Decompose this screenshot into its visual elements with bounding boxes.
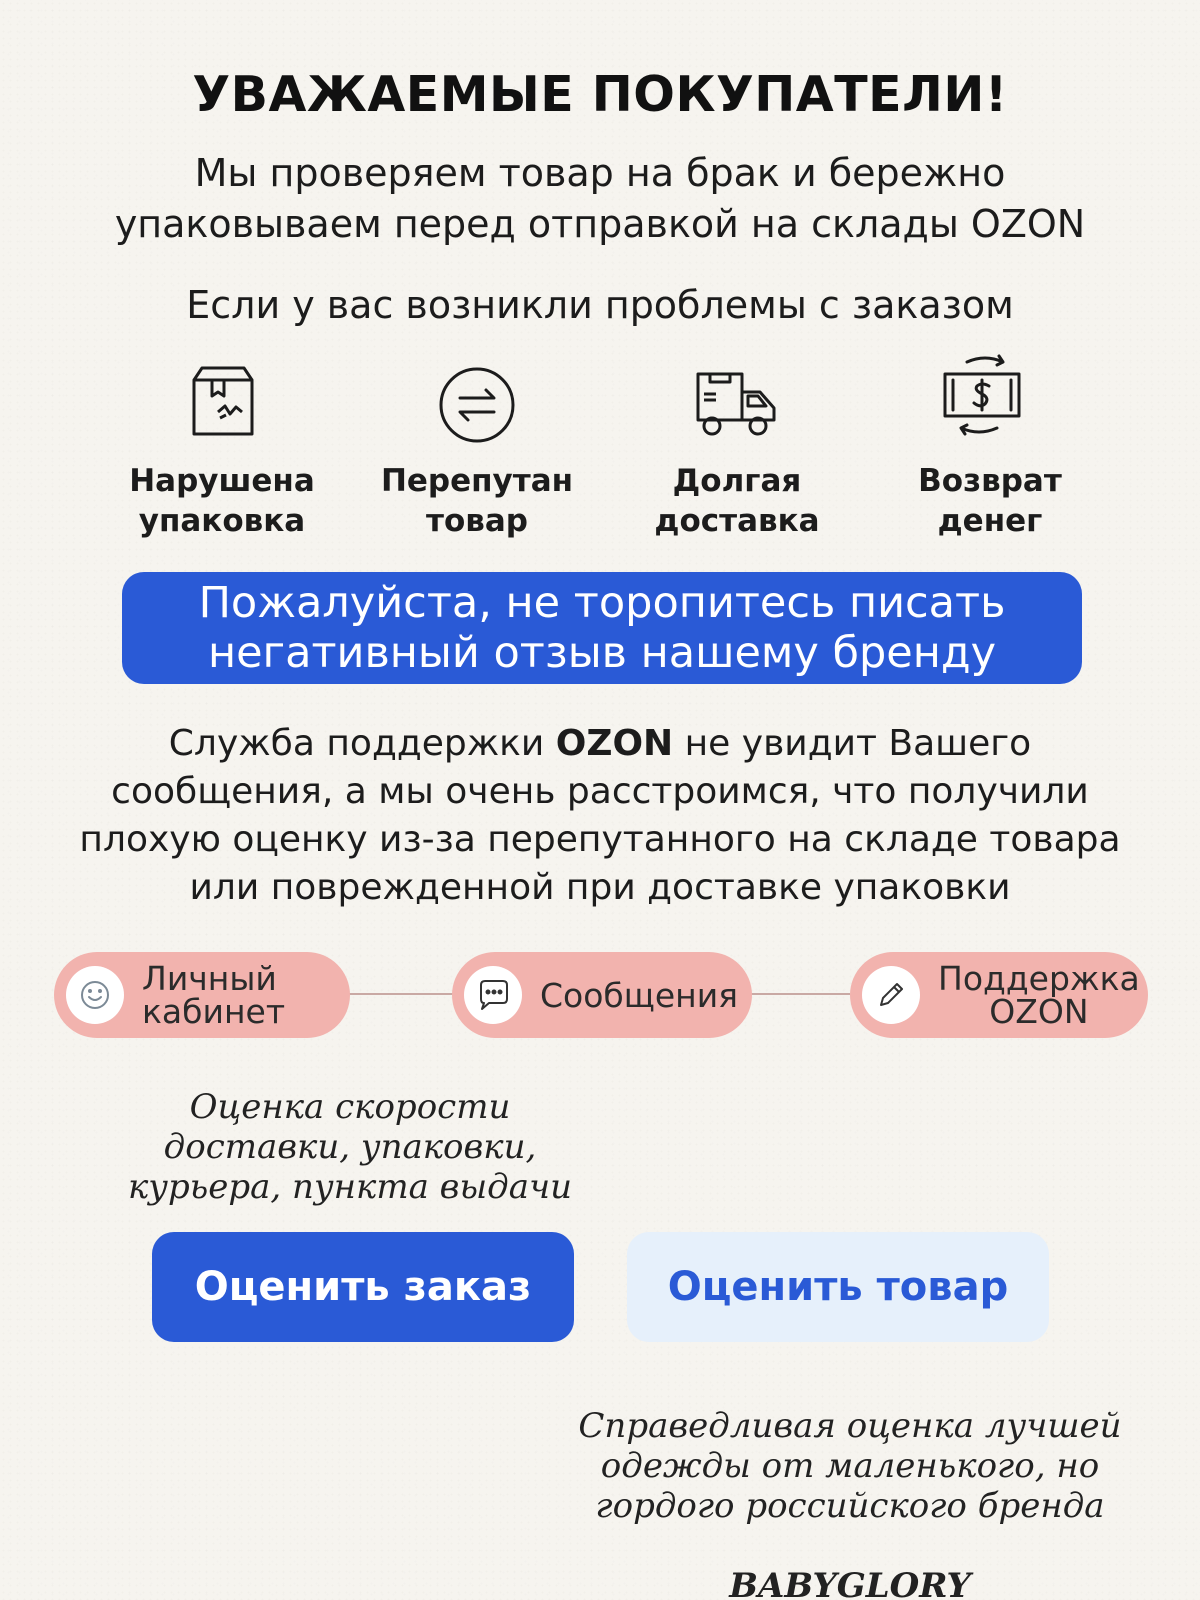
delivery-truck-icon [690, 360, 780, 450]
support-line-1 [50, 720, 1150, 768]
intro-text [60, 148, 1140, 250]
intro-line-2: упаковываем перед отправкой на склады OZON [114, 202, 1086, 246]
intro-line-1: Мы проверяем товар на брак и бережно [194, 151, 1006, 195]
problems-heading: Если у вас возникли проблемы с заказом [186, 283, 1014, 327]
step-ozon-support-label: Поддержка OZON [938, 959, 1140, 1031]
damaged-box-icon [178, 360, 268, 450]
footer-brand-name: BABYGLORY [729, 1566, 971, 1600]
problem-wrong-item-label: Перепутан товар [380, 463, 574, 539]
order-rating-hint: Оценка скорости доставки, упаковки, курьера, пункта выдачи [127, 1087, 573, 1207]
support-line-2: сообщения, а мы очень расстроимся, что получили [111, 771, 1089, 812]
pencil-icon [862, 966, 920, 1024]
please-wait-banner: Пожалуйста, не торопитесь писать негативный отзыв нашему бренду [122, 572, 1082, 684]
support-line-1-start: Служба поддержки [168, 723, 556, 764]
step-connector [750, 993, 850, 995]
problem-long-delivery-label: Долгая доставка [654, 463, 820, 539]
step-personal-account[interactable] [54, 952, 350, 1038]
page-title: УВАЖАЕМЫЕ ПОКУПАТЕЛИ! [192, 66, 1008, 123]
step-messages-label: Сообщения [540, 975, 739, 1015]
exchange-arrows-icon [432, 360, 522, 450]
rate-order-button[interactable]: Оценить заказ [152, 1232, 574, 1342]
footer-note-text: Справедливая оценка лучшей одежды от маленького, но гордого российского бренда [578, 1406, 1122, 1526]
step-ozon-support[interactable] [850, 952, 1148, 1038]
support-line-1-end: не увидит Вашего [673, 723, 1032, 764]
rate-product-button[interactable]: Оценить товар [627, 1232, 1049, 1342]
support-brand: OZON [555, 723, 674, 764]
support-line-4: или поврежденной при доставке упаковки [189, 867, 1011, 908]
chat-bubble-icon [464, 966, 522, 1024]
footer-note [550, 1366, 1150, 1600]
step-personal-account-label: Личный кабинет [142, 959, 286, 1031]
smiley-icon [66, 966, 124, 1024]
step-connector [340, 993, 458, 995]
support-explanation [50, 720, 1150, 912]
step-messages[interactable] [452, 952, 752, 1038]
support-line-3: плохую оценку из-за перепутанного на складе товара [79, 819, 1121, 860]
problem-refund-label: Возврат денег [918, 463, 1062, 539]
money-refund-icon [937, 350, 1027, 440]
problem-damaged-packaging-label: Нарушена упаковка [129, 463, 315, 539]
